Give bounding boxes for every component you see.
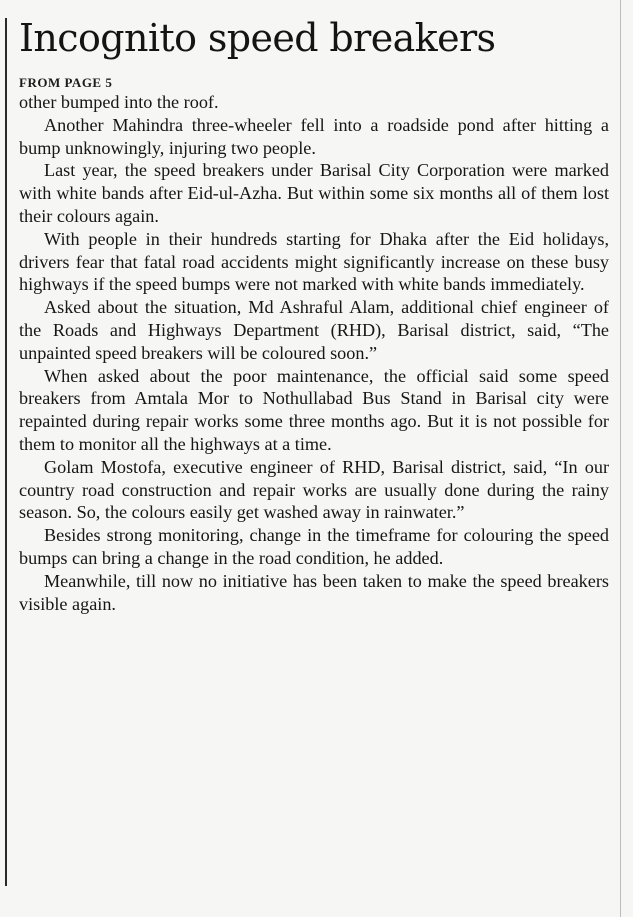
article-paragraph: Meanwhile, till now no initiative has been taken to make the speed breakers visible again. [19, 570, 609, 614]
article-headline: Incognito speed breakers [19, 16, 496, 60]
article-paragraph: Another Mahindra three-wheeler fell into a roadside pond after hitting a bump unknowingly, injuring two people. [19, 114, 609, 158]
article-paragraph: When asked about the poor maintenance, the official said some speed breakers from Amtala Mor to Nothullabad Bus Stand in Barisal city were repainted during repair works some three months ago. But it is not possible for them to monitor all the highways at a time. [19, 365, 609, 454]
article-paragraph: Golam Mostofa, executive engineer of RHD, Barisal district, said, “In our country road construction and repair works are usually done during the rainy season. So, the colours easily get washed away in rainwater.” [19, 456, 609, 523]
jump-line: FROM PAGE 5 [19, 75, 113, 90]
article-paragraph: Asked about the situation, Md Ashraful Alam, additional chief engineer of the Roads and Highways Department (RHD), Barisal district, said, “The unpainted speed breakers will be coloured soon.” [19, 297, 609, 363]
article-paragraph: other bumped into the roof. [19, 92, 219, 112]
column-rule-right [620, 0, 621, 917]
article-paragraph: Last year, the speed breakers under Barisal City Corporation were marked with white bands after Eid-ul-Azha. But within some six months all of them lost their colours again. [19, 160, 609, 226]
article-paragraph: With people in their hundreds starting for Dhaka after the Eid holidays, drivers fear that fatal road accidents might significantly increase on these busy highways if the speed bumps were not marked with white bands immediately. [19, 228, 609, 295]
article [19, 14, 609, 615]
column-rule-left [5, 18, 7, 886]
article-paragraph: Besides strong monitoring, change in the timeframe for colouring the speed bumps can bring a change in the road condition, he added. [19, 525, 609, 568]
